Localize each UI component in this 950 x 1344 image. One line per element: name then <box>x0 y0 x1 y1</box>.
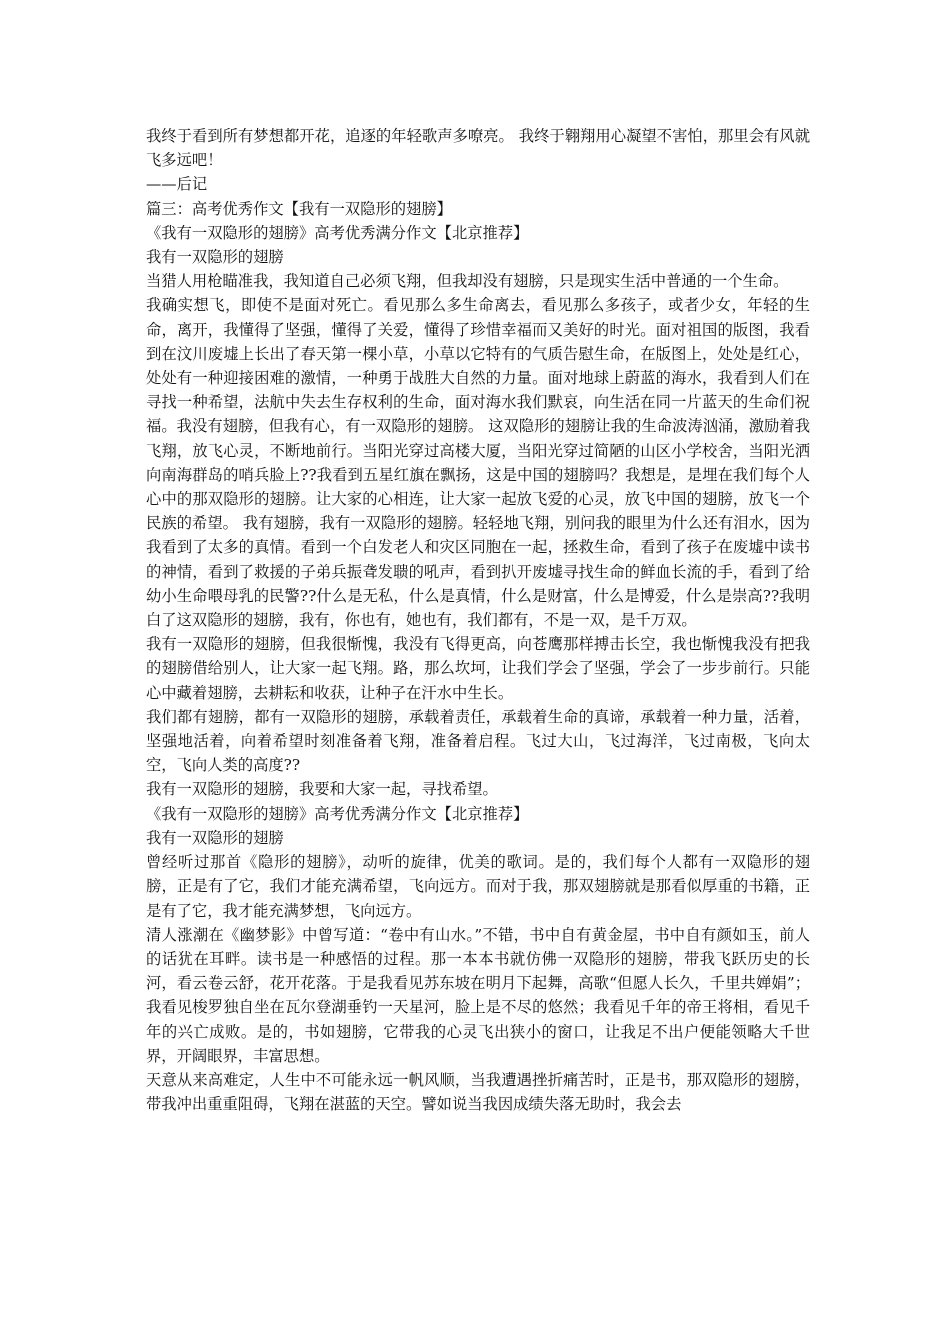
paragraph: 天意从来高难定，人生中不可能永远一帆风顺，当我遭遇挫折痛苦时，正是书，那双隐形的翅膀，带我冲出重重阻碍，飞翔在湛蓝的天空。譬如说当我因成绩失落无助时，我会去 <box>146 1070 810 1114</box>
essay-title: 《我有一双隐形的翅膀》高考优秀满分作文【北京推荐】 <box>146 223 529 242</box>
section-heading: 篇三：高考优秀作文【我有一双隐形的翅膀】 <box>146 199 452 218</box>
paragraph: 我有一双隐形的翅膀，我要和大家一起，寻找希望。 <box>146 780 498 799</box>
paragraph: 我终于看到所有梦想都开花，追逐的年轻歌声多嘹亮。 我终于翱翔用心凝望不害怕，那里会有风就飞多远吧！ <box>146 127 810 170</box>
paragraph: 我确实想飞，即使不是面对死亡。看见那么多生命离去，看见那么多孩子，或者少女，年轻的生命，离开，我懂得了坚强，懂得了关爱，懂得了珍惜幸福而又美好的时光。面对祖国的版图，我看到在汶川废墟上长出了春天第一棵小草，小草以它特有的气质告慰生命，在版图上，处处是红心，处处有一种迎接困难的激情，一种勇于战胜大自然的力量。面对地球上蔚蓝的海水，我看到人们在寻找一种希望，法航中失去生存权利的生命，面对海水我们默哀，向生活在同一片蓝天的生命们祝福。我没有翅膀，但我有心，有一双隐形的翅膀。 这双隐形的翅膀让我的生命波涛汹涌，激励着我飞翔，放飞心灵，不断地前行。当阳光穿过高楼大厦，当阳光穿过简陋的山区小学校舍，当阳光洒向南海群岛的哨兵脸上??我看到五星红旗在飘扬，这是中国的翅膀吗？我想是，是埋在我们每个人心中的那双隐形的翅膀。让大家的心相连，让大家一起放飞爱的心灵，放飞中国的翅膀，放飞一个民族的希望。 我有翅膀，我有一双隐形的翅膀。轻轻地飞翔，别问我的眼里为什么还有泪水，因为我看到了太多的真情。看到一个白发老人和灾区同胞在一起，拯救生命，看到了孩子在废墟中读书的神情，看到了救援的子弟兵振聋发聩的吼声，看到扒开废墟寻找生命的鲜血长流的手，看到了给幼小生命喂母乳的民警??什么是无私，什么是真情，什么是财富，什么是博爱，什么是崇高??我明白了这双隐形的翅膀，我有，你也有，她也有，我们都有，不是一双，是千万双。 <box>146 296 810 630</box>
paragraph: 当猎人用枪瞄准我，我知道自己必须飞翔，但我却没有翅膀，只是现实生活中普通的一个生命。 <box>146 272 789 291</box>
essay-subtitle: 我有一双隐形的翅膀 <box>146 248 284 267</box>
paragraph: 我们都有翅膀，都有一双隐形的翅膀，承载着责任，承载着生命的真谛，承载着一种力量，活着，坚强地活着，向着希望时刻准备着飞翔，准备着启程。飞过大山，飞过海洋，飞过南极，飞向太空，飞向人类的高度?? <box>146 707 810 775</box>
paragraph: 曾经听过那首《隐形的翅膀》，动听的旋律，优美的歌词。是的，我们每个人都有一双隐形的翅膀，正是有了它，我们才能充满希望，飞向远方。而对于我，那双翅膀就是那看似厚重的书籍，正是有了它，我才能充满梦想，飞向远方。 <box>146 853 810 920</box>
essay-subtitle: 我有一双隐形的翅膀 <box>146 828 284 847</box>
document-body <box>146 124 810 1116</box>
paragraph: 我有一双隐形的翅膀，但我很惭愧，我没有飞得更高，向苍鹰那样搏击长空，我也惭愧我没有把我的翅膀借给别人，让大家一起飞翔。路，那么坎坷，让我们学会了坚强，学会了一步步前行。只能心中藏着翅膀，去耕耘和收获，让种子在汗水中生长。 <box>146 635 810 702</box>
paragraph: ——后记 <box>146 175 208 194</box>
paragraph: 清人涨潮在《幽梦影》中曾写道：“卷中有山水。”不错，书中自有黄金屋，书中自有颜如玉，前人的话犹在耳畔。读书是一种感悟的过程。那一本本书就仿佛一双隐形的翅膀，带我飞跃历史的长河，看云卷云舒，花开花落。于是我看见苏东坡在明月下起舞，高歌“但愿人长久，千里共婵娟”；我看见梭罗独自坐在瓦尔登湖垂钓一天星河，脸上是不尽的悠然；我看见千年的帝王将相，看见千年的兴亡成败。是的，书如翅膀，它带我的心灵飞出狭小的窗口，让我足不出户便能领略大千世界，开阔眼界，丰富思想。 <box>146 925 810 1065</box>
essay-title: 《我有一双隐形的翅膀》高考优秀满分作文【北京推荐】 <box>146 804 529 823</box>
